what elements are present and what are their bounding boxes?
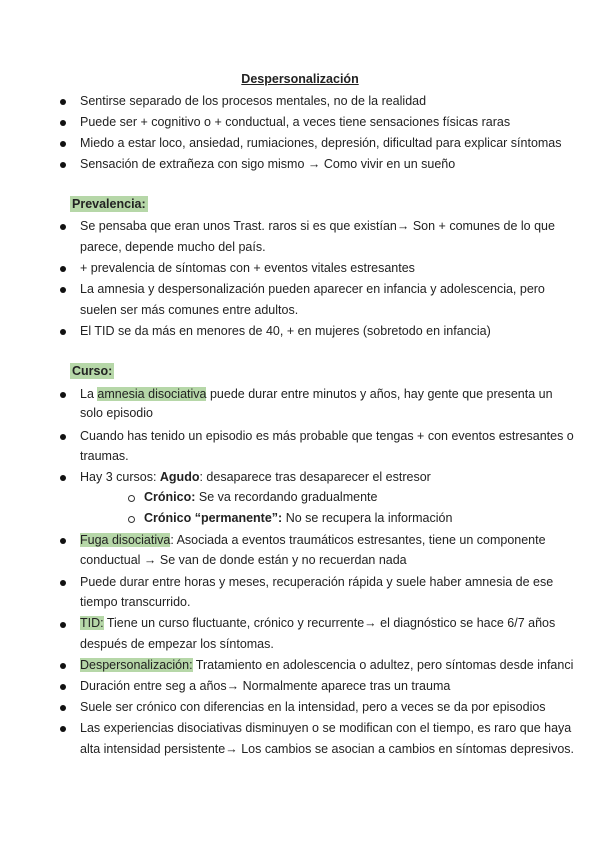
curso-item-10-line-2: alta intensidad persistente→ Los cambios se asocian a cambios en síntomas depresivos. bbox=[80, 742, 575, 756]
bullet-icon bbox=[60, 434, 66, 440]
bullet-icon bbox=[60, 392, 66, 398]
curso-item-9: Suele ser crónico con diferencias en la intensidad, pero a veces se da por episodios bbox=[80, 700, 546, 714]
highlight-tid: TID: bbox=[80, 616, 104, 630]
text: Tratamiento en adolescencia o adultez, pero síntomas desde infanci bbox=[192, 658, 574, 672]
curso-item-5-line-1: Puede durar entre horas y meses, recuperación rápida y suele haber amnesia de ese bbox=[80, 575, 554, 589]
highlight-despersonalizacion: Despersonalización: bbox=[80, 658, 193, 672]
curso-item-1-line-1 bbox=[80, 386, 553, 402]
prevalencia-item-3-line-2: suelen ser más comunes entre adultos. bbox=[80, 303, 299, 317]
intro-item-3: Miedo a estar loco, ansiedad, rumiaciones, depresión, dificultad para explicar síntomas bbox=[80, 136, 562, 150]
bullet-icon bbox=[60, 162, 66, 168]
document-title: Despersonalización bbox=[241, 72, 359, 86]
text: Hay 3 cursos: bbox=[80, 470, 160, 484]
bullet-icon bbox=[60, 622, 66, 628]
curso-subitem-2 bbox=[144, 510, 452, 526]
bullet-icon bbox=[60, 266, 66, 272]
text: Tiene un curso fluctuante, crónico y recurrente→ el diagnóstico se hace 6/7 años bbox=[103, 616, 556, 630]
sub-bullet-icon bbox=[128, 495, 135, 502]
text: No se recupera la información bbox=[282, 511, 453, 525]
curso-item-5-line-2: tiempo transcurrido. bbox=[80, 595, 191, 609]
bullet-icon bbox=[60, 120, 66, 126]
curso-item-6-line-1 bbox=[80, 615, 555, 631]
text: Se va recordando gradualmente bbox=[195, 490, 378, 504]
curso-item-4-line-1 bbox=[80, 532, 546, 548]
bold-cronico-permanente: Crónico “permanente”: bbox=[144, 511, 283, 525]
curso-item-3 bbox=[80, 469, 431, 485]
intro-item-2: Puede ser + cognitivo o + conductual, a veces tiene sensaciones físicas raras bbox=[80, 115, 511, 129]
curso-item-6-line-2: después de empezar los síntomas. bbox=[80, 637, 274, 651]
bold-agudo: Agudo bbox=[159, 470, 200, 484]
sub-bullet-icon bbox=[128, 516, 135, 523]
highlight-amnesia-disociativa: amnesia disociativa bbox=[97, 387, 207, 401]
prevalencia-item-2: + prevalencia de síntomas con + eventos vitales estresantes bbox=[80, 261, 415, 275]
bullet-icon bbox=[60, 538, 66, 544]
prevalencia-heading: Prevalencia: bbox=[72, 197, 146, 211]
bullet-icon bbox=[60, 287, 66, 293]
text: La bbox=[80, 387, 98, 401]
curso-subitem-1 bbox=[144, 489, 377, 505]
curso-item-2-line-2: traumas. bbox=[80, 449, 129, 463]
highlight-fuga-disociativa: Fuga disociativa bbox=[80, 533, 171, 547]
bullet-icon bbox=[60, 99, 66, 105]
curso-item-1-line-2: solo episodio bbox=[80, 406, 153, 420]
curso-item-2-line-1: Cuando has tenido un episodio es más probable que tengas + con eventos estresantes o bbox=[80, 429, 574, 443]
prevalencia-item-1-line-2: parece, depende mucho del país. bbox=[80, 240, 266, 254]
bullet-icon bbox=[60, 726, 66, 732]
bullet-icon bbox=[60, 705, 66, 711]
text: puede durar entre minutos y años, hay gente que presenta un bbox=[206, 387, 553, 401]
curso-heading: Curso: bbox=[72, 364, 113, 378]
bullet-icon bbox=[60, 329, 66, 335]
curso-item-10-line-1: Las experiencias disociativas disminuyen o se modifican con el tiempo, es raro que haya bbox=[80, 721, 572, 735]
bullet-icon bbox=[60, 684, 66, 690]
text: : Asociada a eventos traumáticos estresantes, tiene un componente bbox=[170, 533, 546, 547]
bullet-icon bbox=[60, 224, 66, 230]
intro-item-4: Sensación de extrañeza con sigo mismo → Como vivir en un sueño bbox=[80, 157, 456, 171]
bullet-icon bbox=[60, 475, 66, 481]
bullet-icon bbox=[60, 580, 66, 586]
curso-item-4-line-2: conductual → Se van de donde están y no recuerdan nada bbox=[80, 553, 407, 567]
bullet-icon bbox=[60, 141, 66, 147]
intro-item-1: Sentirse separado de los procesos mentales, no de la realidad bbox=[80, 94, 427, 108]
prevalencia-item-1-line-1: Se pensaba que eran unos Trast. raros si es que existían→ Son + comunes de lo que bbox=[80, 219, 555, 233]
text: : desaparece tras desaparecer el estresor bbox=[199, 470, 431, 484]
curso-item-7 bbox=[80, 657, 573, 673]
bold-cronico: Crónico: bbox=[144, 490, 196, 504]
curso-item-8: Duración entre seg a años→ Normalmente aparece tras un trauma bbox=[80, 679, 451, 693]
prevalencia-item-4: El TID se da más en menores de 40, + en mujeres (sobretodo en infancia) bbox=[80, 324, 491, 338]
prevalencia-item-3-line-1: La amnesia y despersonalización pueden aparecer en infancia y adolescencia, pero bbox=[80, 282, 545, 296]
bullet-icon bbox=[60, 663, 66, 669]
